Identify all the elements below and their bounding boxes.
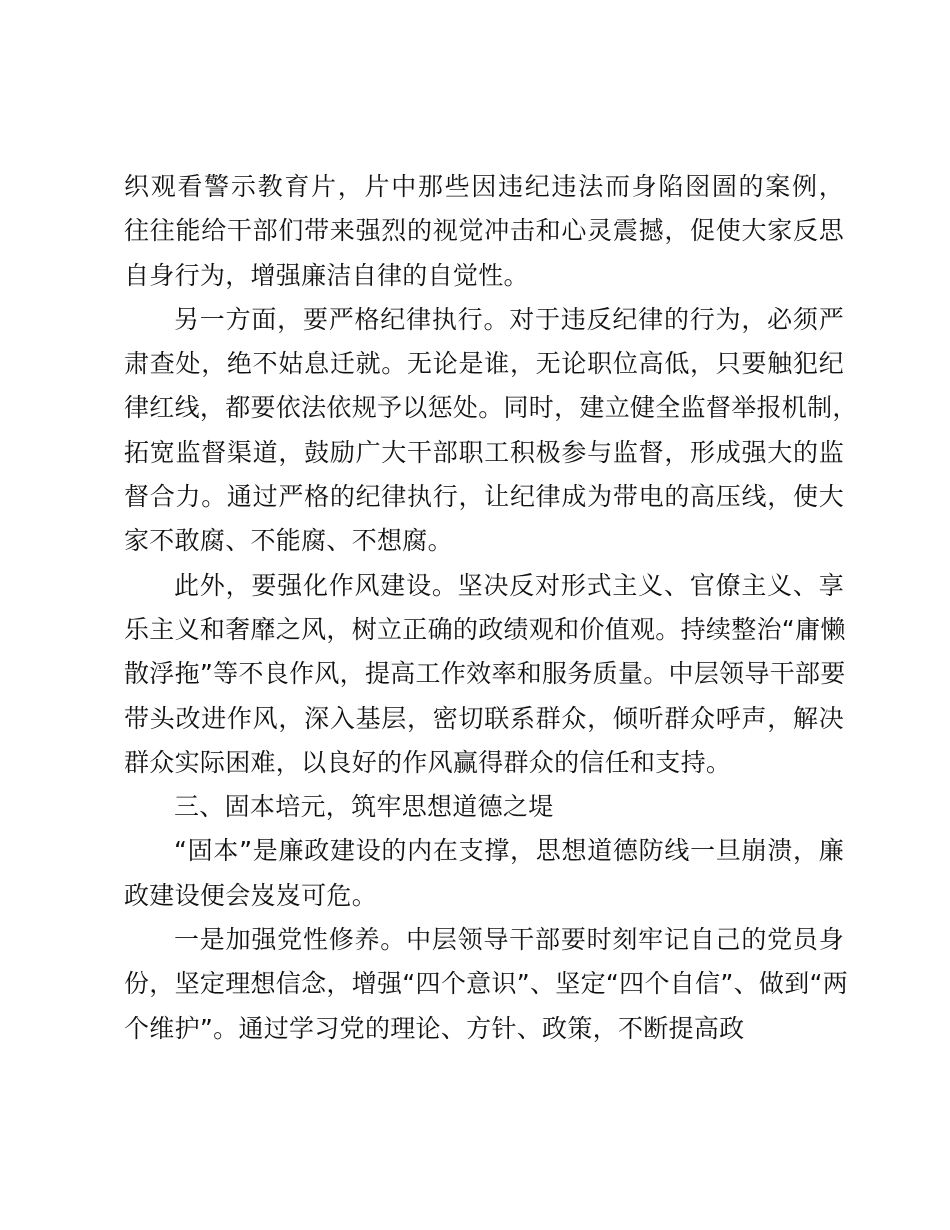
paragraph-start-line: “固本”是廉政建设的内在支撑，思想道德防线一旦崩溃，廉 xyxy=(174,836,844,866)
text-line: 往往能给干部们带来强烈的视觉冲击和心灵震撼，促使大家反思 xyxy=(124,216,844,246)
text-line: 群众实际困难，以良好的作风赢得群众的信任和支持。 xyxy=(124,747,732,777)
paragraph-start-line: 一是加强党性修养。中层领导干部要时刻牢记自己的党员身 xyxy=(174,925,844,955)
text-line: 拓宽监督渠道，鼓励广大干部职工积极参与监督，形成强大的监 xyxy=(124,437,844,467)
text-line: 乐主义和奢靡之风，树立正确的政绩观和价值观。持续整治“庸懒 xyxy=(124,614,846,644)
text-line: 散浮拖”等不良作风，提高工作效率和服务质量。中层领导干部要 xyxy=(124,659,846,689)
paragraph-start-line: 此外，要强化作风建设。坚决反对形式主义、官僚主义、享 xyxy=(174,570,844,600)
text-line: 督合力。通过严格的纪律执行，让纪律成为带电的高压线，使大 xyxy=(124,482,844,512)
text-line: 自身行为，增强廉洁自律的自觉性。 xyxy=(124,260,529,290)
text-line: 份，坚定理想信念，增强“四个意识”、坚定“四个自信”、做到“两 xyxy=(124,969,849,999)
text-line: 肃查处，绝不姑息迁就。无论是谁，无论职位高低，只要触犯纪 xyxy=(124,349,844,379)
document-body xyxy=(124,165,858,1051)
text-line: 律红线，都要依法依规予以惩处。同时，建立健全监督举报机制， xyxy=(124,393,858,423)
text-line: 个维护”。通过学习党的理论、方针、政策，不断提高政 xyxy=(124,1013,745,1043)
paragraph-start-line: 另一方面，要严格纪律执行。对于违反纪律的行为，必须严 xyxy=(174,304,844,334)
text-line: 政建设便会岌岌可危。 xyxy=(124,880,378,910)
text-line: 带头改进作风，深入基层，密切联系群众，倾听群众呼声，解决 xyxy=(124,703,844,733)
text-line: 家不敢腐、不能腐、不想腐。 xyxy=(124,526,453,556)
text-line: 织观看警示教育片，片中那些因违纪违法而身陷囹圄的案例， xyxy=(124,172,844,201)
section-heading: 三、固本培元，筑牢思想道德之堤 xyxy=(174,792,554,822)
